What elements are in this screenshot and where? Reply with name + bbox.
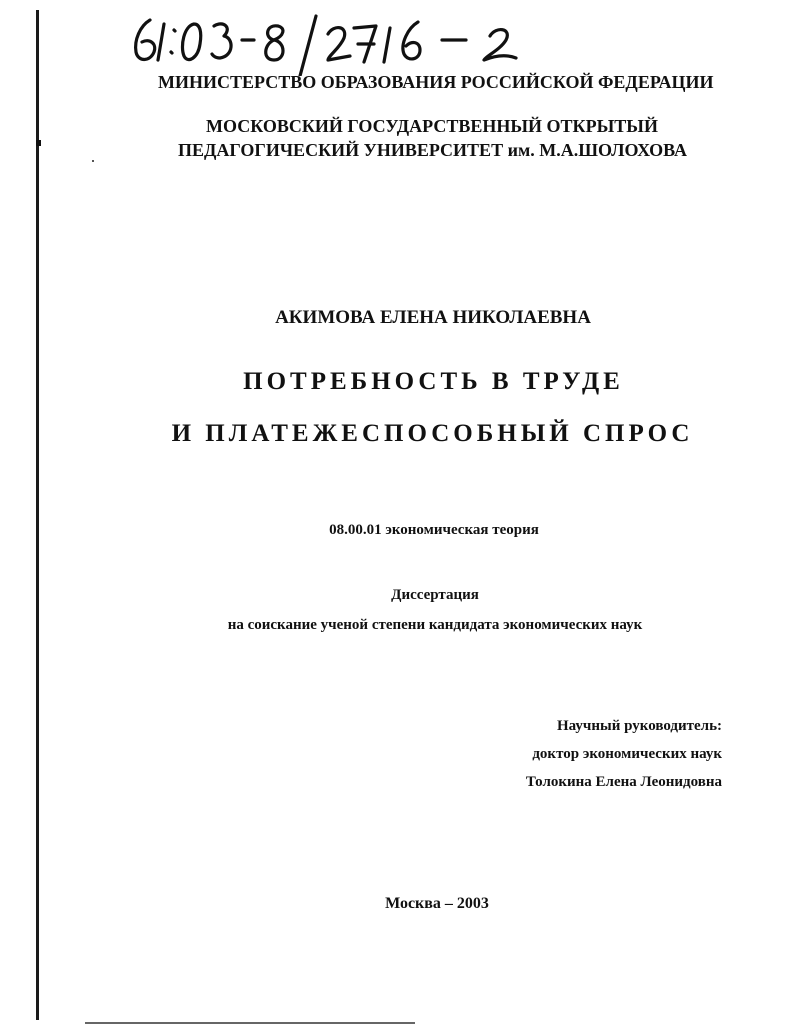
- thesis-title-line1: ПОТРЕБНОСТЬ В ТРУДЕ: [243, 368, 624, 395]
- supervisor-label: Научный руководитель:: [557, 718, 722, 734]
- ministry-heading: МИНИСТЕРСТВО ОБРАЗОВАНИЯ РОССИЙСКОЙ ФЕДЕРАЦИИ: [158, 72, 714, 92]
- university-heading-line1: МОСКОВСКИЙ ГОСУДАРСТВЕННЫЙ ОТКРЫТЫЙ: [206, 116, 658, 136]
- document-type: Диссертация: [391, 587, 479, 603]
- author-name: АКИМОВА ЕЛЕНА НИКОЛАЕВНА: [275, 307, 591, 328]
- scan-speck: [92, 160, 94, 162]
- university-heading-line2: ПЕДАГОГИЧЕСКИЙ УНИВЕРСИТЕТ им. М.А.ШОЛОХОВА: [178, 140, 688, 160]
- handwritten-catalog-number: [128, 6, 588, 76]
- scan-edge-mark: [36, 140, 41, 146]
- specialty-code: 08.00.01 экономическая теория: [329, 522, 539, 538]
- supervisor-name: Толокина Елена Леонидовна: [525, 774, 722, 790]
- supervisor-degree: доктор экономических наук: [532, 746, 722, 762]
- degree-purpose: на соискание ученой степени кандидата экономических наук: [227, 617, 643, 633]
- scan-bottom-edge: [85, 1022, 415, 1024]
- thesis-title-line2: И ПЛАТЕЖЕСПОСОБНЫЙ СПРОС: [171, 420, 694, 447]
- scan-left-edge: [36, 10, 39, 1020]
- place-and-year: Москва – 2003: [385, 895, 489, 912]
